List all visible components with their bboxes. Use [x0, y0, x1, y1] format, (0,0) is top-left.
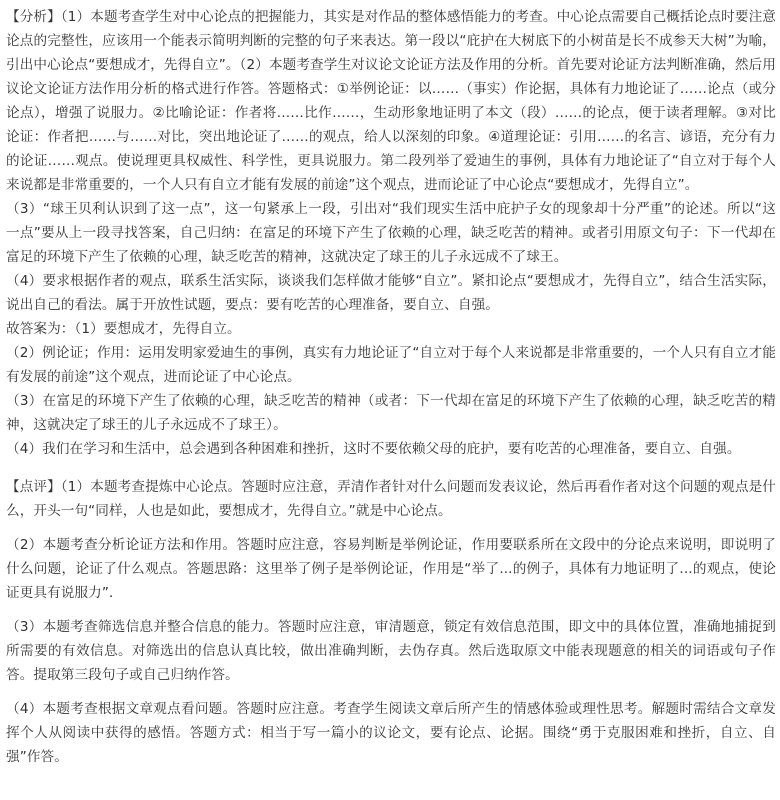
- paragraph-spacer: [6, 605, 776, 615]
- answer-line-4: （4）我们在学习和生活中，总会遇到各种困难和挫折，这时不要依赖父母的庇护，要有吃苦的心理准备，要自立、自强。: [6, 441, 741, 457]
- review-paragraph-2: （2）本题考查分析论证方法和作用。答题时应注意，容易判断是举例论证，作用要联系所在文段中的分论点来说明，即说明了什么问题，论证了什么观点。答题思路：这里举了例子是举例论证，作用是“举了...的例子，具体有力地证明了...的观点，使论证更具有说服力”．: [6, 537, 776, 601]
- paragraph-spacer: [6, 523, 776, 533]
- section-divider: [6, 461, 776, 475]
- review-paragraph-3: （3）本题考查筛选信息并整合信息的能力。答题时应注意，审清题意，锁定有效信息范围，即文中的具体位置，准确地捕捉到所需要的有效信息。对筛选出的信息认真比较，做出准确判断，去伪存真。然后选取原文中能表现题意的相关的词语或句子作答。提取第三段句子或自己归纳作答。: [6, 619, 776, 683]
- analysis-paragraph-1: 【分析】（1）本题考查学生对中心论点的把握能力，其实是对作品的整体感悟能力的考查。中心论点需要自己概括论点时要注意论点的完整性，应该用一个能表示简明判断的完整的句子来表达。第一段以“庇护在大树底下的小树苗是长不成参天大树”为喻，引出中心论点“要想成才，先得自立”。（2）本题考查学生对议论文论证方法及作用的分析。首先要对论证方法判断准确，然后用议论文论证方法作用分析的格式进行作答。答题格式：①举例论证：以……（事实）作论据，具体有力地论证了……论点（或分论点），增强了说服力。②比喻论证：作者将……比作……，生动形象地证明了本文（段）……的论点，便于读者理解。③对比论证：作者把……与……对比，突出地论证了……的观点，给人以深刻的印象。④道理论证：引用……的名言、谚语，充分有力的论证……观点。使说理更具权威性、科学性，更具说服力。第二段列举了爱迪生的事例，具体有力地论证了“自立对于每个人来说都是非常重要的，一个人只有自立才能有发展的前途”这个观点，进而论证了中心论点“要想成才，先得自立”。: [6, 9, 776, 193]
- analysis-paragraph-4: （4）要求根据作者的观点，联系生活实际，谈谈我们怎样做才能够“自立”。紧扣论点“要想成才，先得自立”，结合生活实际，说出自己的看法。属于开放性试题，要点：要有吃苦的心理准备，要自立、自强。: [6, 273, 776, 313]
- answer-line-1: 故答案为：（1）要想成才，先得自立。: [6, 321, 241, 337]
- review-paragraph-1: 【点评】（1）本题考查提炼中心论点。答题时应注意，弄清作者针对什么问题而发表议论，然后再看作者对这个问题的观点是什么，开头一句“同样，人也是如此，要想成才，先得自立。”就是中心论点。: [6, 479, 776, 519]
- answer-line-3: （3）在富足的环境下产生了依赖的心理，缺乏吃苦的精神（或者：下一代却在富足的环境下产生了依赖的心理，缺乏吃苦的精神，这就决定了球王的儿子永远成不了球王）。: [6, 393, 776, 433]
- review-paragraph-4: （4）本题考查根据文章观点看问题。答题时应注意。考查学生阅读文章后所产生的情感体验或理性思考。解题时需结合文章发挥个人从阅读中获得的感悟。答题方式：相当于写一篇小的议论文，要有论点、论据。围绕“勇于克服困难和挫折，自立、自强”作答。: [6, 701, 776, 765]
- answer-line-2: （2）例论证；作用：运用发明家爱迪生的事例，真实有力地论证了“自立对于每个人来说都是非常重要的，一个人只有自立才能有发展的前途”这个观点，进而论证了中心论点。: [6, 345, 776, 385]
- analysis-section: [6, 5, 776, 461]
- review-section: [6, 475, 776, 769]
- analysis-paragraph-3: （3）“球王贝利认识到了这一点”，这一句紧承上一段，引出对“我们现实生活中庇护子女的现象却十分严重”的论述。所以“这一点”要从上一段寻找答案，自己归纳：在富足的环境下产生了依赖的心理，缺乏吃苦的精神。或者引用原文句子：下一代却在富足的环境下产生了依赖的心理，缺乏吃苦的精神，这就决定了球王的儿子永远成不了球王。: [6, 201, 776, 265]
- paragraph-spacer: [6, 687, 776, 697]
